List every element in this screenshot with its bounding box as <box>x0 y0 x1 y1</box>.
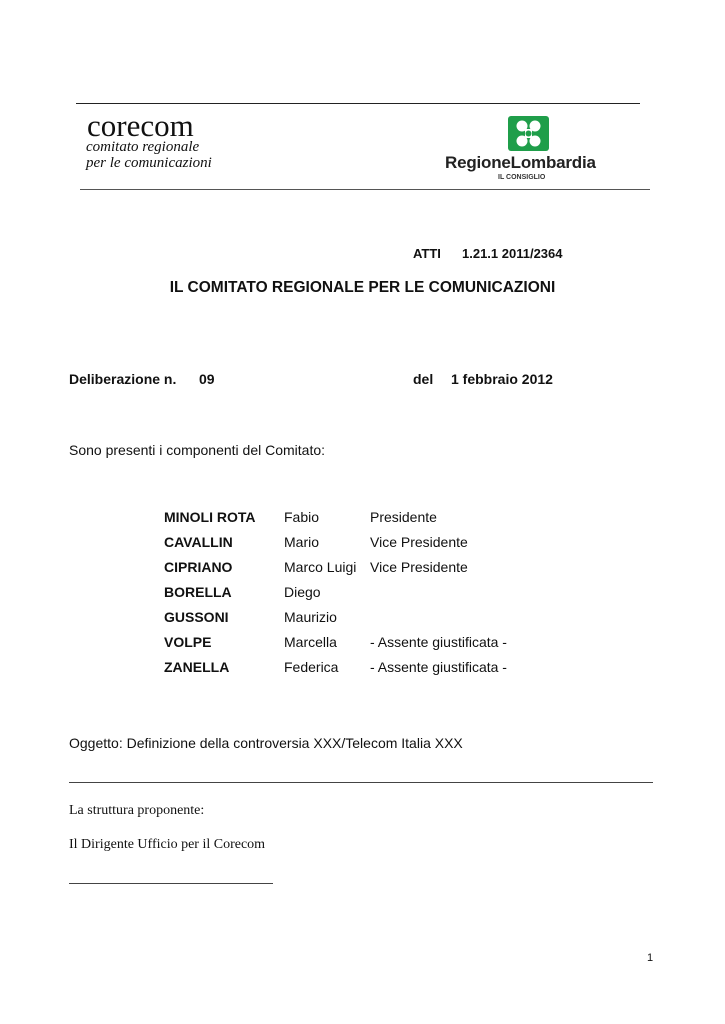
member-row <box>0 559 725 579</box>
member-row <box>0 634 725 654</box>
member-role: - Assente giustificata - <box>370 634 507 650</box>
member-name: Marco Luigi <box>284 559 357 575</box>
member-name: Fabio <box>284 509 320 525</box>
member-surname: GUSSONI <box>164 609 229 625</box>
deliberazione-date: 1 febbraio 2012 <box>451 371 553 387</box>
member-role: - Assente giustificata - <box>370 659 507 675</box>
member-surname: BORELLA <box>164 584 232 600</box>
atti-number: 1.21.1 2011/2364 <box>462 246 563 261</box>
deliberazione-date-label: del <box>413 371 434 387</box>
member-surname: VOLPE <box>164 634 212 650</box>
member-name: Federica <box>284 659 339 675</box>
corecom-tagline-1: comitato regionale <box>86 139 200 155</box>
regione-lombardia-logo-text: RegioneLombardia <box>445 153 596 172</box>
oggetto-divider <box>69 782 653 783</box>
page-title: IL COMITATO REGIONALE PER LE COMUNICAZIONI <box>169 279 556 296</box>
member-name: Mario <box>284 534 320 550</box>
struttura-proponente: La struttura proponente: <box>69 803 205 818</box>
member-row <box>0 509 725 529</box>
deliberazione-number: 09 <box>199 371 215 387</box>
member-name: Marcella <box>284 634 337 650</box>
member-role: Presidente <box>370 509 437 525</box>
presenti-intro: Sono presenti i componenti del Comitato: <box>69 442 326 458</box>
page-number: 1 <box>647 952 654 964</box>
regione-lombardia-logo-icon <box>508 116 549 151</box>
member-row <box>0 534 725 554</box>
corecom-tagline-2: per le comunicazioni <box>86 155 212 171</box>
signature-line <box>69 883 273 884</box>
oggetto-subject: Oggetto: Definizione della controversia XXX/Telecom Italia XXX <box>69 735 463 751</box>
header-bottom-rule <box>80 189 650 190</box>
regione-lombardia-logo-subtitle: IL CONSIGLIO <box>498 174 546 181</box>
member-surname: CIPRIANO <box>164 559 233 575</box>
member-surname: MINOLI ROTA <box>164 509 256 525</box>
member-role: Vice Presidente <box>370 534 468 550</box>
member-name: Maurizio <box>284 609 337 625</box>
deliberazione-label: Deliberazione n. <box>69 371 177 387</box>
member-role: Vice Presidente <box>370 559 468 575</box>
header-top-rule <box>76 103 640 104</box>
member-surname: ZANELLA <box>164 659 230 675</box>
member-row <box>0 659 725 679</box>
member-surname: CAVALLIN <box>164 534 233 550</box>
dirigente-line: Il Dirigente Ufficio per il Corecom <box>69 837 266 852</box>
member-row <box>0 609 725 629</box>
corecom-brand: corecom <box>87 108 194 143</box>
atti-label: ATTI <box>413 246 441 261</box>
member-row <box>0 584 725 604</box>
member-name: Diego <box>284 584 321 600</box>
